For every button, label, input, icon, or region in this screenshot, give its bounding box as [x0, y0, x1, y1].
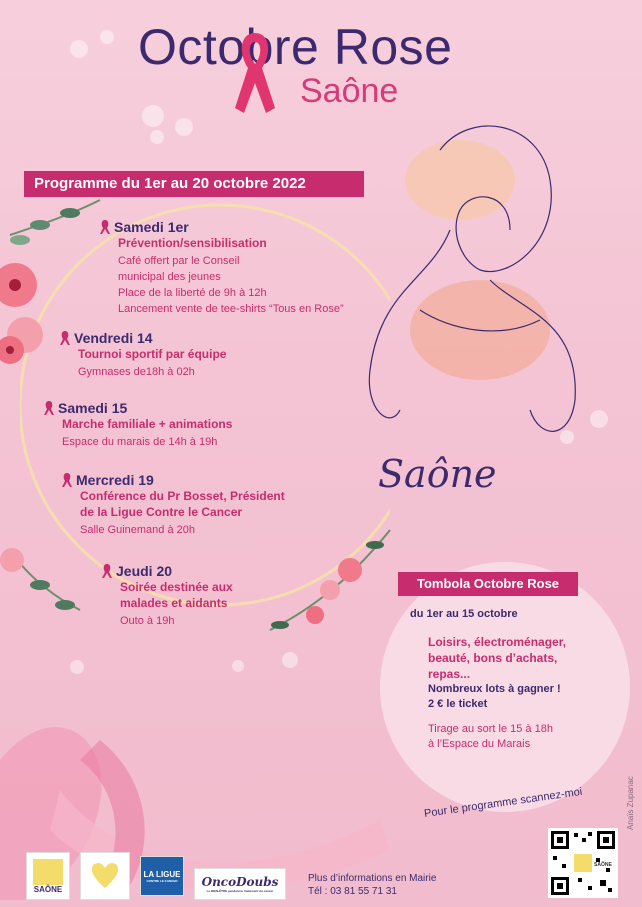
- heart-icon: [90, 861, 120, 891]
- oncodoubs-logo: [194, 868, 286, 900]
- tombola-lots: 2 € le ticket: [428, 698, 488, 710]
- page-subtitle: Saône: [300, 72, 399, 110]
- tombola-prizes: repas...: [428, 667, 471, 681]
- event-day: Samedi 1er: [114, 219, 189, 235]
- event-title: Marche familiale + animations: [62, 417, 233, 431]
- pink-ribbon-icon: [44, 401, 54, 415]
- event-day: Vendredi 14: [74, 330, 153, 346]
- bokeh-dot: [142, 105, 164, 127]
- event-title: de la Ligue Contre le Cancer: [80, 505, 243, 519]
- event-day: Jeudi 20: [116, 563, 173, 579]
- bokeh-dot: [282, 652, 298, 668]
- qr-code[interactable]: [548, 828, 618, 898]
- page-title: Octobre Rose: [138, 19, 453, 75]
- pink-ribbon-icon: [60, 331, 70, 345]
- event-info: Place de la liberté de 9h à 12h: [118, 287, 267, 299]
- council-logo: [80, 852, 130, 900]
- event-item: [60, 330, 226, 380]
- event-info: Lancement vente de tee-shirts “Tous en Rose”: [118, 303, 344, 315]
- event-item: [100, 219, 344, 317]
- tombola-draw: Tirage au sort le 15 à 18h: [428, 723, 553, 735]
- la-ligue-logo-subtext: CONTRE LE CANCER: [146, 878, 178, 883]
- event-info: Outo à 19h: [120, 615, 175, 627]
- flower-decoration-icon: [260, 520, 400, 640]
- pink-ribbon-icon: [100, 220, 110, 234]
- saone-logo-mark: [33, 859, 63, 885]
- event-day: Mercredi 19: [76, 472, 154, 488]
- program-banner: Programme du 1er au 20 octobre 2022: [24, 171, 364, 197]
- tombola-prizes: beauté, bons d’achats,: [428, 651, 558, 665]
- event-info: Café offert par le Conseil: [118, 255, 240, 267]
- tombola-draw: à l’Espace du Marais: [428, 738, 531, 750]
- event-info: Gymnases de18h à 02h: [78, 366, 195, 378]
- event-title: malades et aidants: [120, 596, 228, 610]
- saone-script-label: Saône: [378, 452, 497, 496]
- bokeh-dot: [70, 660, 84, 674]
- saone-logo-text: SAÔNE: [33, 884, 63, 894]
- event-item: [62, 472, 285, 538]
- artist-credit: Anaïs Zupanac: [626, 776, 635, 830]
- event-title: Soirée destinée aux: [120, 580, 233, 594]
- la-ligue-logo-text: LA LIGUE: [143, 869, 181, 879]
- event-title: Tournoi sportif par équipe: [78, 347, 227, 361]
- woman-line-illustration: [360, 110, 600, 450]
- la-ligue-logo: [140, 856, 184, 896]
- qr-label: SAÔNE: [594, 862, 612, 868]
- oncodoubs-logo-text: OncoDoubs: [201, 875, 279, 889]
- tombola-banner: Tombola Octobre Rose: [398, 572, 578, 596]
- oncodoubs-logo-subtext: Le BIEN-ÊTRE pendant le traitement du cancer: [206, 889, 274, 893]
- event-title: Conférence du Pr Bosset, Président: [80, 489, 285, 503]
- pink-ribbon-icon: [230, 28, 280, 118]
- event-item: [44, 400, 232, 450]
- scan-prompt: Pour le programme scannez-moi: [423, 785, 584, 820]
- tombola-dates: du 1er au 15 octobre: [410, 608, 518, 620]
- saone-logo: [26, 852, 70, 900]
- pink-ribbon-icon: [102, 564, 112, 578]
- footer-info-line: Plus d’informations en Mairie: [308, 873, 437, 884]
- flower-decoration-icon: [0, 530, 90, 640]
- bokeh-dot: [232, 660, 244, 672]
- tombola-lots: Nombreux lots à gagner !: [428, 683, 561, 695]
- event-item: [102, 563, 233, 629]
- footer-phone: Tél : 03 81 55 71 31: [308, 886, 397, 897]
- pink-ribbon-icon: [62, 473, 72, 487]
- bokeh-dot: [150, 130, 164, 144]
- event-title: Prévention/sensibilisation: [118, 236, 267, 250]
- event-info: Salle Guinemand à 20h: [80, 524, 195, 536]
- tombola-prizes: Loisirs, électroménager,: [428, 635, 567, 649]
- event-info: Espace du marais de 14h à 19h: [62, 436, 218, 448]
- event-info: municipal des jeunes: [118, 271, 221, 283]
- event-day: Samedi 15: [58, 400, 128, 416]
- bokeh-dot: [175, 118, 193, 136]
- footer-contact: [308, 872, 436, 898]
- bokeh-dot: [70, 40, 88, 58]
- bokeh-dot: [100, 30, 114, 44]
